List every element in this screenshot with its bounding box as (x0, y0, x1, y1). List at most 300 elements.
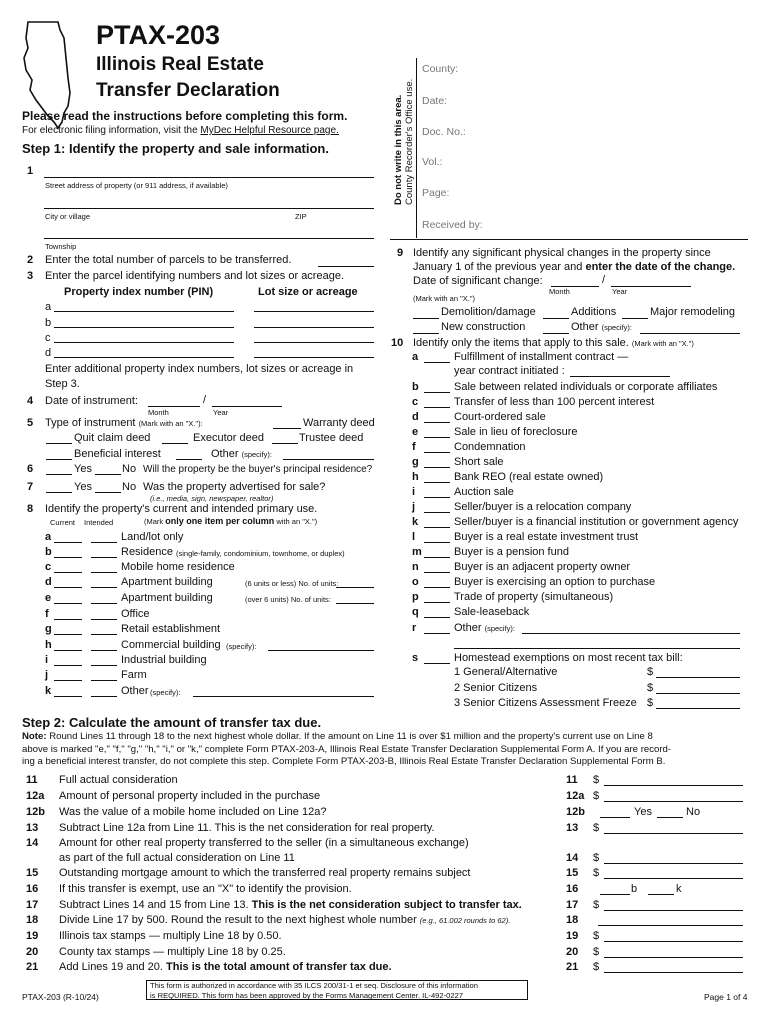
use-current-check[interactable] (54, 696, 82, 697)
line-2-number: 2 (27, 254, 34, 266)
use-label: Apartment building (121, 592, 213, 604)
calc-line-number: 20 (26, 946, 39, 958)
use-current-check[interactable] (54, 572, 82, 573)
item-s-check[interactable] (424, 663, 450, 664)
dollar-sign: $ (593, 946, 600, 958)
item-letter: k (412, 516, 419, 528)
item-check[interactable] (424, 527, 450, 528)
calc-line-number: 19 (26, 930, 39, 942)
item-letter: q (412, 606, 419, 618)
calc-line-bold: This is the total amount of transfer tax due. (166, 961, 392, 973)
calc-line-number: 21 (26, 961, 39, 973)
street-address-field[interactable] (44, 177, 374, 178)
instrument-slash: / (203, 394, 207, 406)
additional-pin-text-1: Enter additional property index numbers, lot sizes or acreage in (45, 363, 354, 375)
calc-line-number: 12a (26, 790, 45, 802)
lot-d-field[interactable] (254, 357, 374, 358)
mobile-yes-label: Yes (634, 806, 652, 818)
advertised-yes-label: Yes (74, 481, 92, 493)
change-month-label: Month (549, 287, 570, 296)
item-r-specify: (specify): (484, 624, 515, 633)
other-change-specify: (specify): (601, 323, 632, 332)
item-check[interactable] (424, 452, 450, 453)
other-instrument-specify: (specify): (241, 450, 272, 459)
item-label: Fulfillment of installment contract — (454, 351, 629, 363)
recorder-received-by: Received by: (422, 219, 483, 231)
additional-pin-text-2: Step 3. (45, 378, 80, 390)
item-check[interactable] (424, 617, 450, 618)
calc-ref-number: 20 (566, 946, 579, 958)
calc-line-18-note: (e.g., 61.002 rounds to 62). (419, 916, 511, 925)
calc-line-text (59, 961, 392, 973)
item-letter: b (412, 381, 419, 393)
homestead-label: Homestead exemptions on most recent tax bill: (454, 652, 683, 664)
recorder-vertical-2: County Recorder's Office use. (404, 78, 415, 205)
use-intended-check[interactable] (91, 542, 117, 543)
use-current-check[interactable] (54, 603, 82, 604)
recorder-bottom-rule (390, 239, 748, 240)
item-check[interactable] (424, 407, 450, 408)
form-id: PTAX-203 (96, 20, 221, 50)
lot-b-field[interactable] (254, 327, 374, 328)
item-check[interactable] (424, 482, 450, 483)
recorder-date: Date: (422, 95, 448, 107)
calc-line-text (59, 867, 471, 879)
calc-ref-number: 16 (566, 883, 579, 895)
item-label: Sale-leaseback (454, 606, 530, 618)
item-check[interactable] (424, 437, 450, 438)
exempt-k-label: k (676, 883, 682, 895)
exempt-b-label: b (631, 883, 638, 895)
use-current-check[interactable] (54, 680, 82, 681)
line-10-number: 10 (391, 337, 404, 349)
dollar-sign: $ (593, 867, 600, 879)
current-label: Current (50, 518, 76, 527)
use-current-check[interactable] (54, 665, 82, 666)
use-letter: f (45, 608, 49, 620)
lot-c-field[interactable] (254, 342, 374, 343)
additions-label: Additions (571, 306, 617, 318)
use-intended-check[interactable] (91, 665, 117, 666)
calc-value-field[interactable] (604, 972, 743, 973)
use-note: (single-family, condominium, townhome, or duplex) (176, 549, 345, 558)
additions-check[interactable] (543, 318, 569, 319)
demolition-check[interactable] (413, 318, 439, 319)
warranty-deed-label: Warranty deed (303, 417, 375, 429)
line-9-text-b (413, 261, 735, 273)
pin-letter-d: d (45, 347, 52, 359)
item-letter: n (412, 561, 419, 573)
item-label: Condemnation (454, 441, 526, 453)
calc-line-desc: Amount for other real property transferred to the seller (in a simultaneous exchange) (59, 837, 469, 849)
line-7-text: Was the property advertised for sale? (143, 481, 326, 493)
use-letter: j (45, 669, 49, 681)
item-label: Buyer is a pension fund (454, 546, 569, 558)
calc-value-field[interactable] (598, 925, 743, 926)
item-letter: f (412, 441, 416, 453)
line-3-text: Enter the parcel identifying numbers and lot sizes or acreage. (45, 270, 344, 282)
calc-line-text (59, 822, 434, 834)
item-r-label (454, 622, 515, 634)
line-8-note-c: with an "X.") (276, 517, 318, 526)
use-intended-check[interactable] (91, 696, 117, 697)
other-change-field[interactable] (640, 333, 740, 334)
calc-value-field[interactable] (604, 833, 743, 834)
calc-line-text (59, 852, 295, 864)
line-8-note-b: only one item per column (165, 516, 275, 526)
quit-claim-check[interactable] (46, 443, 72, 444)
city-label: City or village (45, 212, 91, 221)
remodeling-check[interactable] (622, 318, 648, 319)
item-r-field-2[interactable] (454, 648, 740, 649)
calc-line-desc: Full actual consideration (59, 774, 178, 786)
principal-yes-check[interactable] (46, 474, 72, 475)
contract-year-field[interactable] (570, 376, 670, 377)
line-9-number: 9 (397, 247, 404, 259)
note-line-2: above is marked "e," "f," "g," "h," "i," or "k," complete Form PTAX-203-A, Illinois Real Estate Transfer Declaration Supplemental Form A. If you are record- (22, 743, 672, 755)
efile-info (22, 125, 339, 137)
use-current-check[interactable] (54, 542, 82, 543)
calc-line-text (59, 774, 178, 786)
dollar-sign: $ (593, 822, 600, 834)
item-check[interactable] (424, 497, 450, 498)
calc-line-text (59, 790, 320, 802)
use-intended-check[interactable] (91, 572, 117, 573)
lot-a-field[interactable] (254, 311, 374, 312)
form-revision: PTAX-203 (R-10/24) (22, 992, 99, 1002)
item-letter: j (412, 501, 416, 513)
item-check[interactable] (424, 572, 450, 573)
item-check[interactable] (424, 422, 450, 423)
use-intended-check[interactable] (91, 557, 117, 558)
calc-line-number: 14 (26, 837, 39, 849)
page-number: Page 1 of 4 (704, 992, 748, 1002)
zip-label: ZIP (295, 212, 307, 221)
use-intended-check[interactable] (91, 603, 117, 604)
use-letter: a (45, 531, 52, 543)
use-current-check[interactable] (54, 634, 82, 635)
use-intended-check[interactable] (91, 587, 117, 588)
mydec-link[interactable]: MyDec Helpful Resource page. (200, 125, 339, 136)
use-label: Apartment building (121, 576, 213, 588)
use-letter: k (45, 685, 52, 697)
line-10-note: (Mark with an "X.") (631, 339, 694, 348)
item-letter: p (412, 591, 419, 603)
item-letter: e (412, 426, 419, 438)
use-letter: b (45, 546, 52, 558)
other-change-check[interactable] (543, 333, 569, 334)
calc-line-desc: Add Lines 19 and 20. (59, 961, 167, 973)
use-current-check[interactable] (54, 587, 82, 588)
units-field[interactable] (336, 587, 374, 588)
item-label: Buyer is a real estate investment trust (454, 531, 639, 543)
calc-line-text (59, 946, 286, 958)
step2-note (22, 731, 752, 769)
item-letter: c (412, 396, 419, 408)
use-intended-check[interactable] (91, 634, 117, 635)
pin-d-field[interactable] (54, 357, 234, 358)
item-label: Seller/buyer is a financial institution or government agency (454, 516, 739, 528)
line-1-number: 1 (27, 165, 34, 177)
pin-header: Property index number (PIN) (64, 286, 214, 298)
use-letter: c (45, 561, 52, 573)
calc-line-text (59, 930, 282, 942)
item-label: Court-ordered sale (454, 411, 546, 423)
item-label: Buyer is an adjacent property owner (454, 561, 631, 573)
use-label: Other (121, 685, 149, 697)
line-6-number: 6 (27, 463, 34, 475)
calc-ref-number: 13 (566, 822, 579, 834)
commercial-specify-field[interactable] (268, 650, 374, 651)
use-current-check[interactable] (54, 557, 82, 558)
recorder-page: Page: (422, 187, 450, 199)
intended-label: Intended (84, 518, 114, 527)
item-letter: g (412, 456, 419, 468)
remodeling-label: Major remodeling (650, 306, 735, 318)
item-check[interactable] (424, 542, 450, 543)
calc-line-desc: Subtract Line 12a from Line 11. This is the net consideration for real property. (59, 822, 435, 834)
instrument-year-field[interactable] (212, 406, 282, 407)
calc-line-desc: County tax stamps — multiply Line 18 by 0.25. (59, 946, 286, 958)
calc-line-desc: If this transfer is exempt, use an "X" to identify the provision. (59, 883, 352, 895)
calc-ref-number: 19 (566, 930, 579, 942)
use-note: (6 units or less) No. of units: (245, 579, 339, 588)
use-label: Land/lot only (121, 531, 184, 543)
line-2-text: Enter the total number of parcels to be transferred. (45, 254, 292, 266)
instrument-year-label: Year (213, 408, 229, 417)
instrument-month-label: Month (148, 408, 169, 417)
street-address-label: Street address of property (or 911 address, if available) (45, 181, 228, 190)
change-slash: / (602, 274, 606, 286)
item-label: year contract initiated : (454, 365, 565, 377)
use-letter: g (45, 623, 52, 635)
calc-line-text (59, 914, 510, 926)
authority-line-2: is REQUIRED. This form has been approved by the Forms Management Center. IL-492-0227 (150, 990, 464, 1000)
item-letter: o (412, 576, 419, 588)
pin-letter-a: a (45, 301, 52, 313)
recorder-vertical-1: Do not write in this area. (393, 94, 404, 205)
use-letter: i (45, 654, 49, 666)
line-8-number: 8 (27, 503, 34, 515)
other-instrument-text: Other (211, 448, 239, 460)
authority-box (146, 980, 528, 1000)
calc-value-field[interactable] (604, 785, 743, 786)
item-letter: d (412, 411, 419, 423)
line-7-number: 7 (27, 481, 34, 493)
pin-letter-c: c (45, 332, 51, 344)
advertised-no-label: No (122, 481, 137, 493)
item-letter: i (412, 486, 416, 498)
calc-ref-number: 17 (566, 899, 579, 911)
instrument-month-field[interactable] (148, 406, 200, 407)
calc-value-field[interactable] (604, 941, 743, 942)
dollar-sign: $ (593, 899, 600, 911)
item-letter: m (412, 546, 422, 558)
exemption-2-field[interactable] (656, 693, 740, 694)
use-label: Office (121, 608, 150, 620)
units-field[interactable] (336, 603, 374, 604)
line-9-text-b1: January 1 of the previous year and (413, 261, 586, 273)
step1-title: Step 1: Identify the property and sale information. (22, 141, 329, 156)
line-8-note-a: (Mark (144, 517, 164, 526)
township-field[interactable] (44, 238, 374, 239)
dollar-sign: $ (593, 961, 600, 973)
calc-line-desc: as part of the full actual consideration on Line 11 (59, 852, 295, 864)
line-4-text: Date of instrument: (45, 395, 138, 407)
calc-line-text (59, 883, 352, 895)
executor-deed-check[interactable] (162, 443, 188, 444)
calc-value-field[interactable] (604, 801, 743, 802)
calc-value-field[interactable] (604, 878, 743, 879)
line-9-mark-note: (Mark with an "X.") (413, 294, 476, 303)
calc-line-number: 11 (26, 774, 38, 786)
quit-claim-label: Quit claim deed (74, 432, 151, 444)
line-4-number: 4 (27, 395, 34, 407)
item-check[interactable] (424, 557, 450, 558)
item-label: Auction sale (454, 486, 514, 498)
line-7-note: (i.e., media, sign, newspaper, realtor) (150, 494, 274, 503)
calc-line-bold: This is the net consideration subject to transfer tax. (251, 899, 522, 911)
calc-ref-number: 12a (566, 790, 585, 802)
trustee-deed-label: Trustee deed (299, 432, 364, 444)
item-check[interactable] (424, 512, 450, 513)
calc-line-number: 13 (26, 822, 39, 834)
other-instrument-check[interactable] (176, 459, 202, 460)
item-letter: l (412, 531, 416, 543)
demolition-label: Demolition/damage (441, 306, 536, 318)
item-r-field[interactable] (522, 633, 740, 634)
change-year-label: Year (612, 287, 628, 296)
exemption-1-field[interactable] (656, 677, 740, 678)
exempt-b-check[interactable] (600, 894, 630, 895)
dollar-sign: $ (593, 852, 600, 864)
exempt-k-check[interactable] (648, 894, 674, 895)
item-check[interactable] (424, 362, 450, 363)
line-5-text (45, 417, 203, 429)
calc-line-number: 15 (26, 867, 39, 879)
calc-line-number: 18 (26, 914, 39, 926)
pin-a-field[interactable] (54, 311, 234, 312)
township-label: Township (45, 242, 77, 251)
pin-b-field[interactable] (54, 327, 234, 328)
note-line-1: Round Lines 11 through 18 to the next highest whole dollar. If the amount on Line 11 is over $1 million and the property's current use on Line 8 (49, 731, 653, 742)
calc-line-text (59, 837, 469, 849)
item-label: Trade of property (simultaneous) (454, 591, 614, 603)
use-current-check[interactable] (54, 619, 82, 620)
city-zip-field[interactable] (44, 208, 374, 209)
calc-value-field[interactable] (604, 957, 743, 958)
calc-line-text (59, 806, 326, 818)
line-5-label: Type of instrument (45, 417, 136, 429)
pin-letter-b: b (45, 317, 52, 329)
principal-no-label: No (122, 463, 137, 475)
item-label: Transfer of less than 100 percent interest (454, 396, 655, 408)
advertised-no-check[interactable] (95, 492, 121, 493)
calc-ref-number: 11 (566, 774, 578, 786)
item-check[interactable] (424, 467, 450, 468)
item-label: Buyer is exercising an option to purchase (454, 576, 656, 588)
use-intended-check[interactable] (91, 619, 117, 620)
new-construction-check[interactable] (413, 333, 439, 334)
mobile-no-label: No (686, 806, 701, 818)
efile-text: For electronic filing information, visit the (22, 125, 198, 136)
calc-value-field[interactable] (604, 863, 743, 864)
use-current-check[interactable] (54, 650, 82, 651)
principal-no-check[interactable] (95, 474, 121, 475)
other-instrument-field[interactable] (283, 459, 374, 460)
other-change-label (571, 321, 632, 333)
beneficial-interest-check[interactable] (46, 459, 72, 460)
item-check[interactable] (424, 602, 450, 603)
exemption-3-field[interactable] (656, 708, 740, 709)
exemption-2-dollar: $ (647, 682, 654, 694)
mobile-no-check[interactable] (657, 817, 683, 818)
line-9-text-a: Identify any significant physical changes in the property since (413, 247, 711, 259)
other-instrument-label (211, 448, 272, 460)
line-8-text: Identify the property's current and intended primary use. (45, 503, 318, 515)
calc-line-text (59, 899, 522, 911)
use-label: Mobile home residence (121, 561, 235, 573)
item-check[interactable] (424, 587, 450, 588)
recorder-vol: Vol.: (422, 156, 443, 168)
use-label: Industrial building (121, 654, 207, 666)
item-s-letter: s (412, 652, 419, 664)
use-note: (over 6 units) No. of units: (245, 595, 331, 604)
calc-ref-number: 14 (566, 852, 579, 864)
use-note: (specify): (226, 642, 257, 651)
dollar-sign: $ (593, 930, 600, 942)
calc-value-field[interactable] (604, 910, 743, 911)
note-line-3: ing a beneficial interest transfer, do not complete this step. Complete Form PTAX-203-B, Illinois Real Estate Transfer Declaration Supplemental Form B. (22, 756, 666, 767)
use-letter: h (45, 639, 52, 651)
advertised-yes-check[interactable] (46, 492, 72, 493)
item-check[interactable] (424, 392, 450, 393)
other-use-field[interactable] (193, 696, 374, 697)
use-intended-check[interactable] (91, 680, 117, 681)
use-intended-check[interactable] (91, 650, 117, 651)
calc-line-desc: Illinois tax stamps — multiply Line 18 by 0.50. (59, 930, 282, 942)
calc-line-desc: Subtract Lines 14 and 15 from Line 13. (59, 899, 252, 911)
item-label: Sale between related individuals or corporate affiliates (454, 381, 718, 393)
line-10-text (413, 337, 694, 349)
step2-title: Step 2: Calculate the amount of transfer tax due. (22, 715, 322, 730)
warranty-deed-check[interactable] (273, 428, 301, 429)
item-r-check[interactable] (424, 633, 450, 634)
mobile-yes-check[interactable] (600, 817, 630, 818)
dollar-sign: $ (593, 790, 600, 802)
recorder-doc-no: Doc. No.: (422, 126, 466, 138)
exemption-3-dollar: $ (647, 697, 654, 709)
recorder-county: County: (422, 63, 459, 75)
trustee-deed-check[interactable] (272, 443, 298, 444)
calc-line-number: 16 (26, 883, 39, 895)
line-6-text: Will the property be the buyer's principal residence? (143, 464, 373, 475)
item-r-letter: r (412, 622, 417, 634)
exemption-3-label: 3 Senior Citizens Assessment Freeze (454, 697, 637, 709)
note-label: Note: (22, 731, 47, 742)
parcels-count-field[interactable] (318, 266, 374, 267)
calc-line-desc: Divide Line 17 by 500. Round the result to the next highest whole number (59, 914, 420, 926)
line-10-label: Identify only the items that apply to this sale. (413, 337, 629, 349)
calc-line-desc: Was the value of a mobile home included on Line 12a? (59, 806, 327, 818)
pin-c-field[interactable] (54, 342, 234, 343)
calc-line-desc: Amount of personal property included in the purchase (59, 790, 321, 802)
recorder-divider (416, 58, 417, 238)
calc-ref-number: 18 (566, 914, 579, 926)
use-note: (specify): (150, 688, 181, 697)
item-label: Seller/buyer is a relocation company (454, 501, 632, 513)
calc-ref-number: 21 (566, 961, 579, 973)
